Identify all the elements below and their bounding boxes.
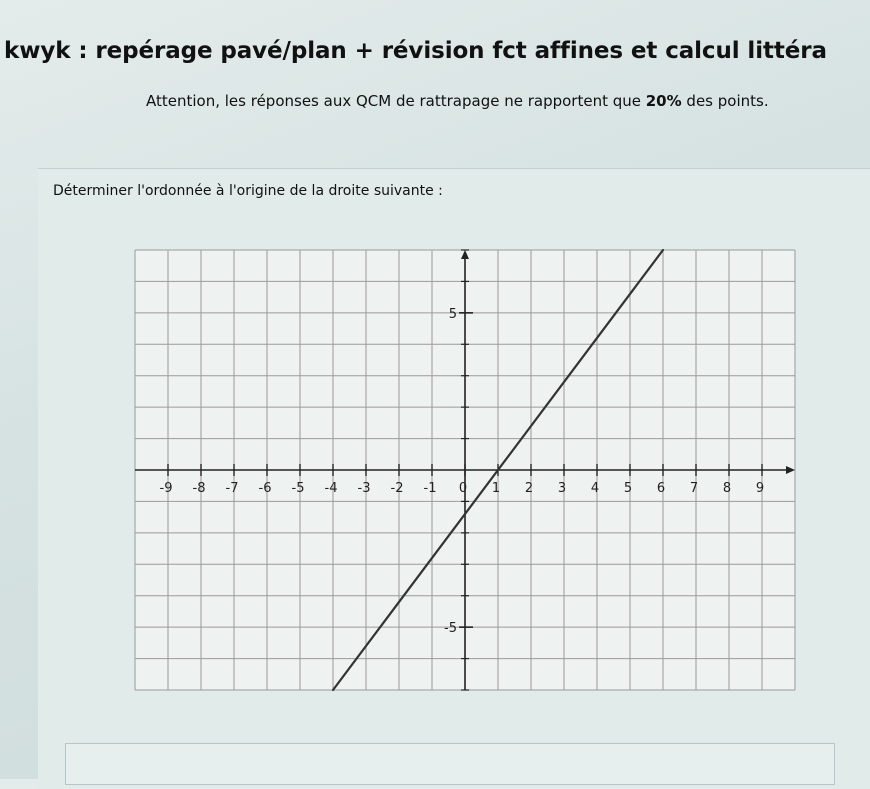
y-tick-label: -5 bbox=[444, 621, 457, 637]
x-tick-label: 3 bbox=[557, 481, 567, 496]
x-tick-label: -4 bbox=[324, 481, 338, 496]
x-tick-label: -3 bbox=[357, 481, 371, 496]
question-prompt: Déterminer l'ordonnée à l'origine de la droite suivante : bbox=[53, 183, 443, 199]
x-tick-label: -7 bbox=[225, 481, 239, 496]
x-tick-label: 2 bbox=[524, 481, 534, 496]
x-tick-label: 4 bbox=[590, 481, 600, 496]
notice-after: des points. bbox=[681, 92, 769, 110]
x-tick-label: -6 bbox=[258, 481, 272, 496]
x-tick-label: 7 bbox=[689, 481, 699, 496]
y-tick-label: 5 bbox=[448, 306, 457, 322]
x-tick-label: -1 bbox=[423, 481, 437, 496]
x-tick-label: -2 bbox=[390, 481, 404, 496]
page-title: kwyk : repérage pavé/plan + révision fct affines et calcul littéra bbox=[4, 38, 827, 64]
x-tick-label: 0 bbox=[458, 481, 468, 496]
x-tick-label: 5 bbox=[623, 481, 633, 496]
notice-text bbox=[146, 92, 769, 110]
coordinate-plane-graph bbox=[125, 240, 805, 700]
x-tick-label: -8 bbox=[192, 481, 206, 496]
x-tick-label: 9 bbox=[755, 481, 765, 496]
x-tick-label: -9 bbox=[159, 481, 173, 496]
x-tick-label: 6 bbox=[656, 481, 666, 496]
x-tick-label: 1 bbox=[491, 481, 501, 496]
notice-percentage: 20% bbox=[645, 92, 682, 110]
notice-before: Attention, les réponses aux QCM de rattrapage ne rapportent que bbox=[146, 92, 646, 110]
x-tick-label: 8 bbox=[722, 481, 732, 496]
x-tick-label: -5 bbox=[291, 481, 305, 496]
